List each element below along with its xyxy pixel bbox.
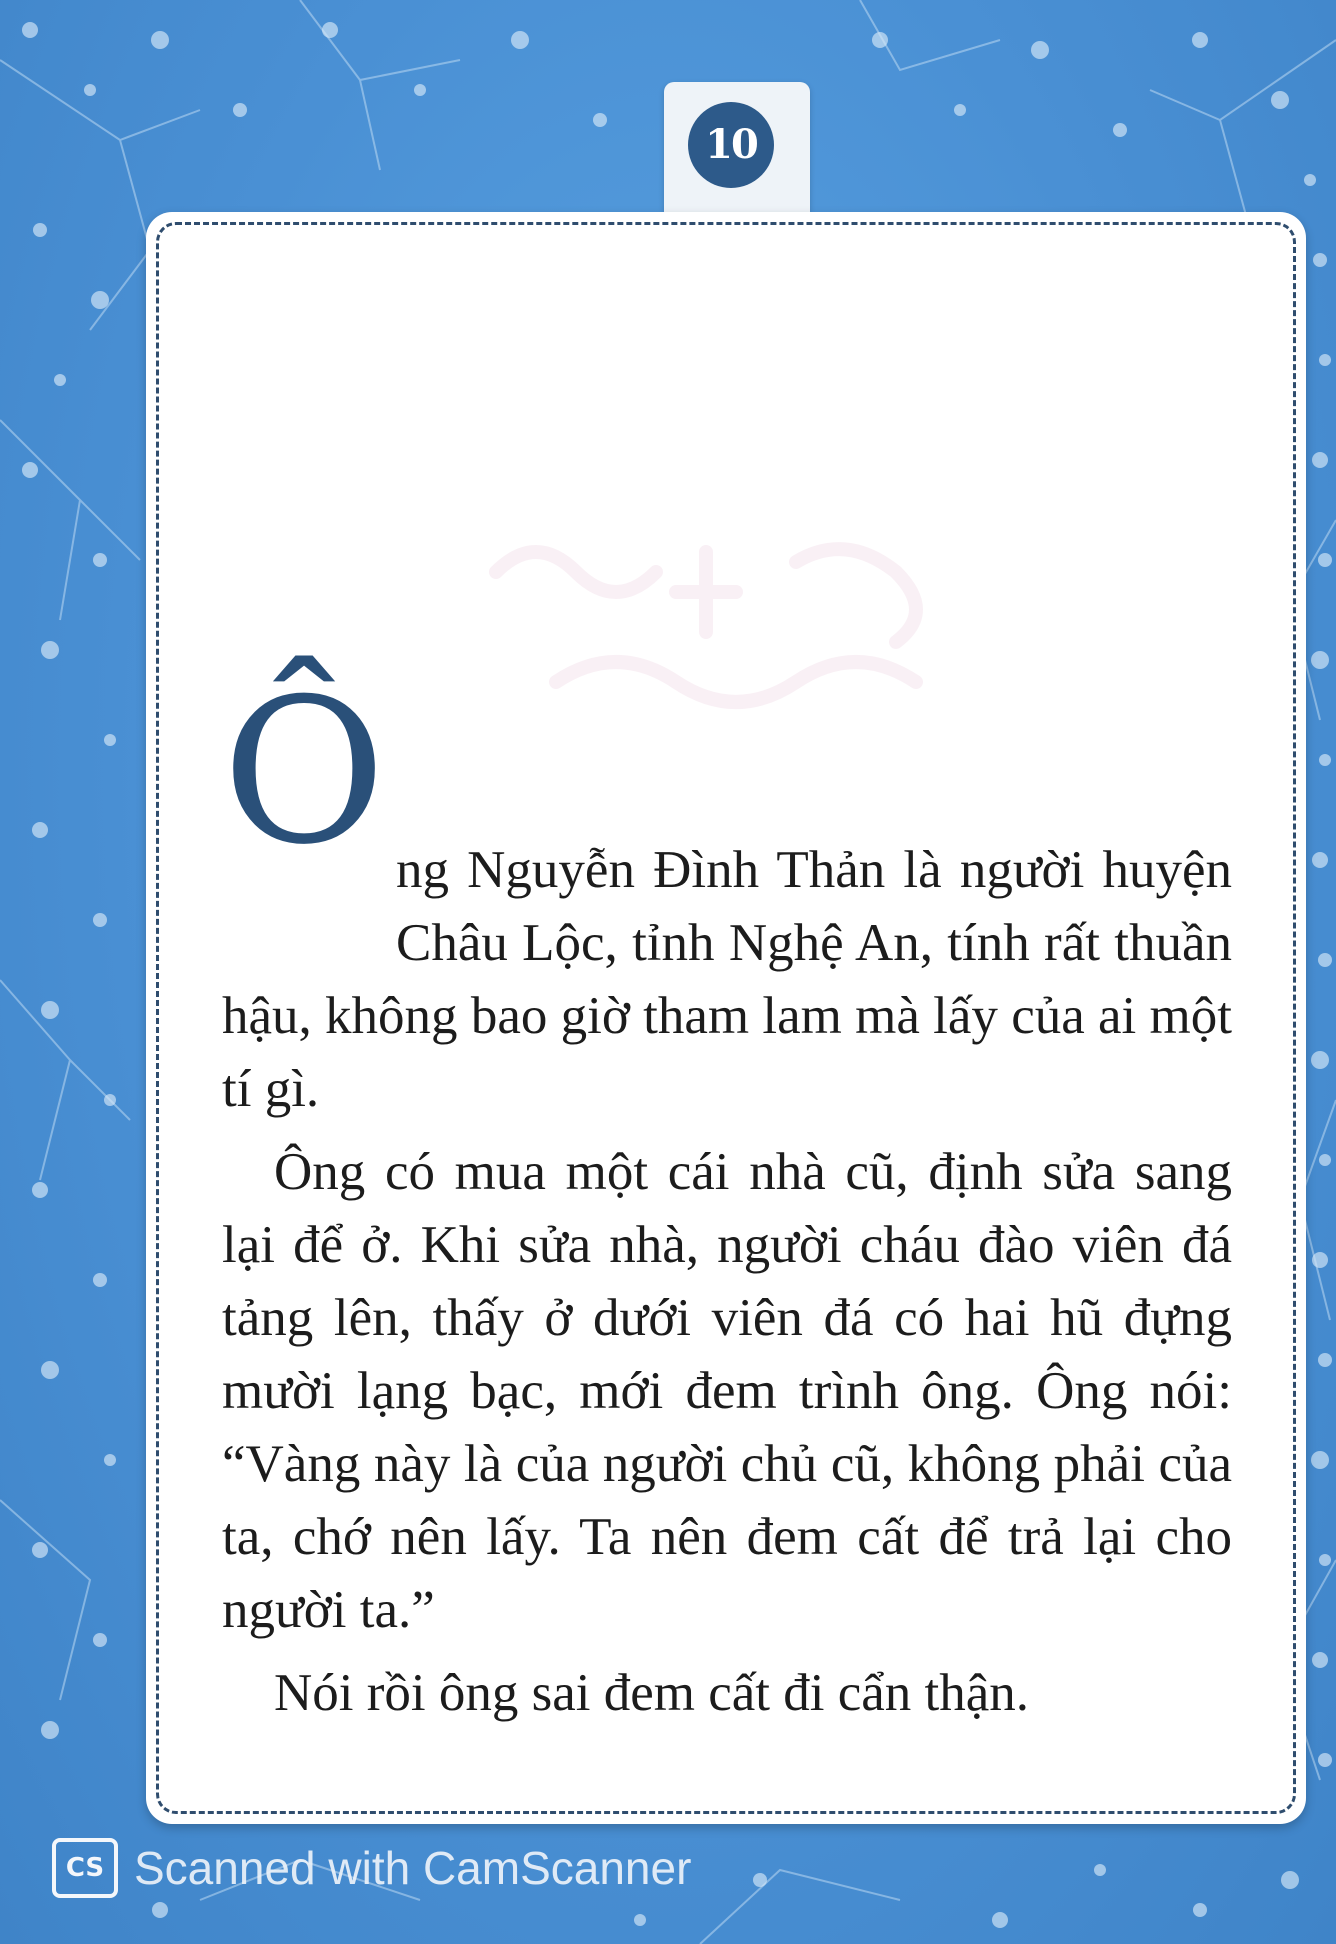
- page-number-tab: [664, 82, 810, 212]
- drop-cap: Ô: [222, 656, 386, 889]
- paragraph-3: Nói rồi ông sai đem cất đi cẩn thận.: [274, 1664, 1030, 1722]
- story-text: [222, 656, 1232, 1740]
- story-card: [146, 212, 1306, 1824]
- scanner-watermark: [52, 1838, 691, 1898]
- scanner-text: Scanned with CamScanner: [134, 1842, 692, 1894]
- paragraph-2: Ông có mua một cái nhà cũ, định sửa sang lại để ở. Khi sửa nhà, người cháu đào viên đá tảng lên, thấy ở dưới viên đá có hai hũ đựng mười lạng bạc, mới đem trình ông. Ông nói: “Vàng này là của người chủ cũ, không phải của ta, chớ nên lấy. Ta nên đem cất để trả lại cho người ta.”: [222, 1143, 1232, 1639]
- paragraph-1: ng Nguyễn Đình Thản là người huyện Châu Lộc, tỉnh Nghệ An, tính rất thuần hậu, không bao giờ tham lam mà lấy của ai một tí gì.: [222, 841, 1232, 1118]
- page-number: 10: [688, 102, 774, 188]
- camscanner-logo-icon: CS: [52, 1838, 118, 1898]
